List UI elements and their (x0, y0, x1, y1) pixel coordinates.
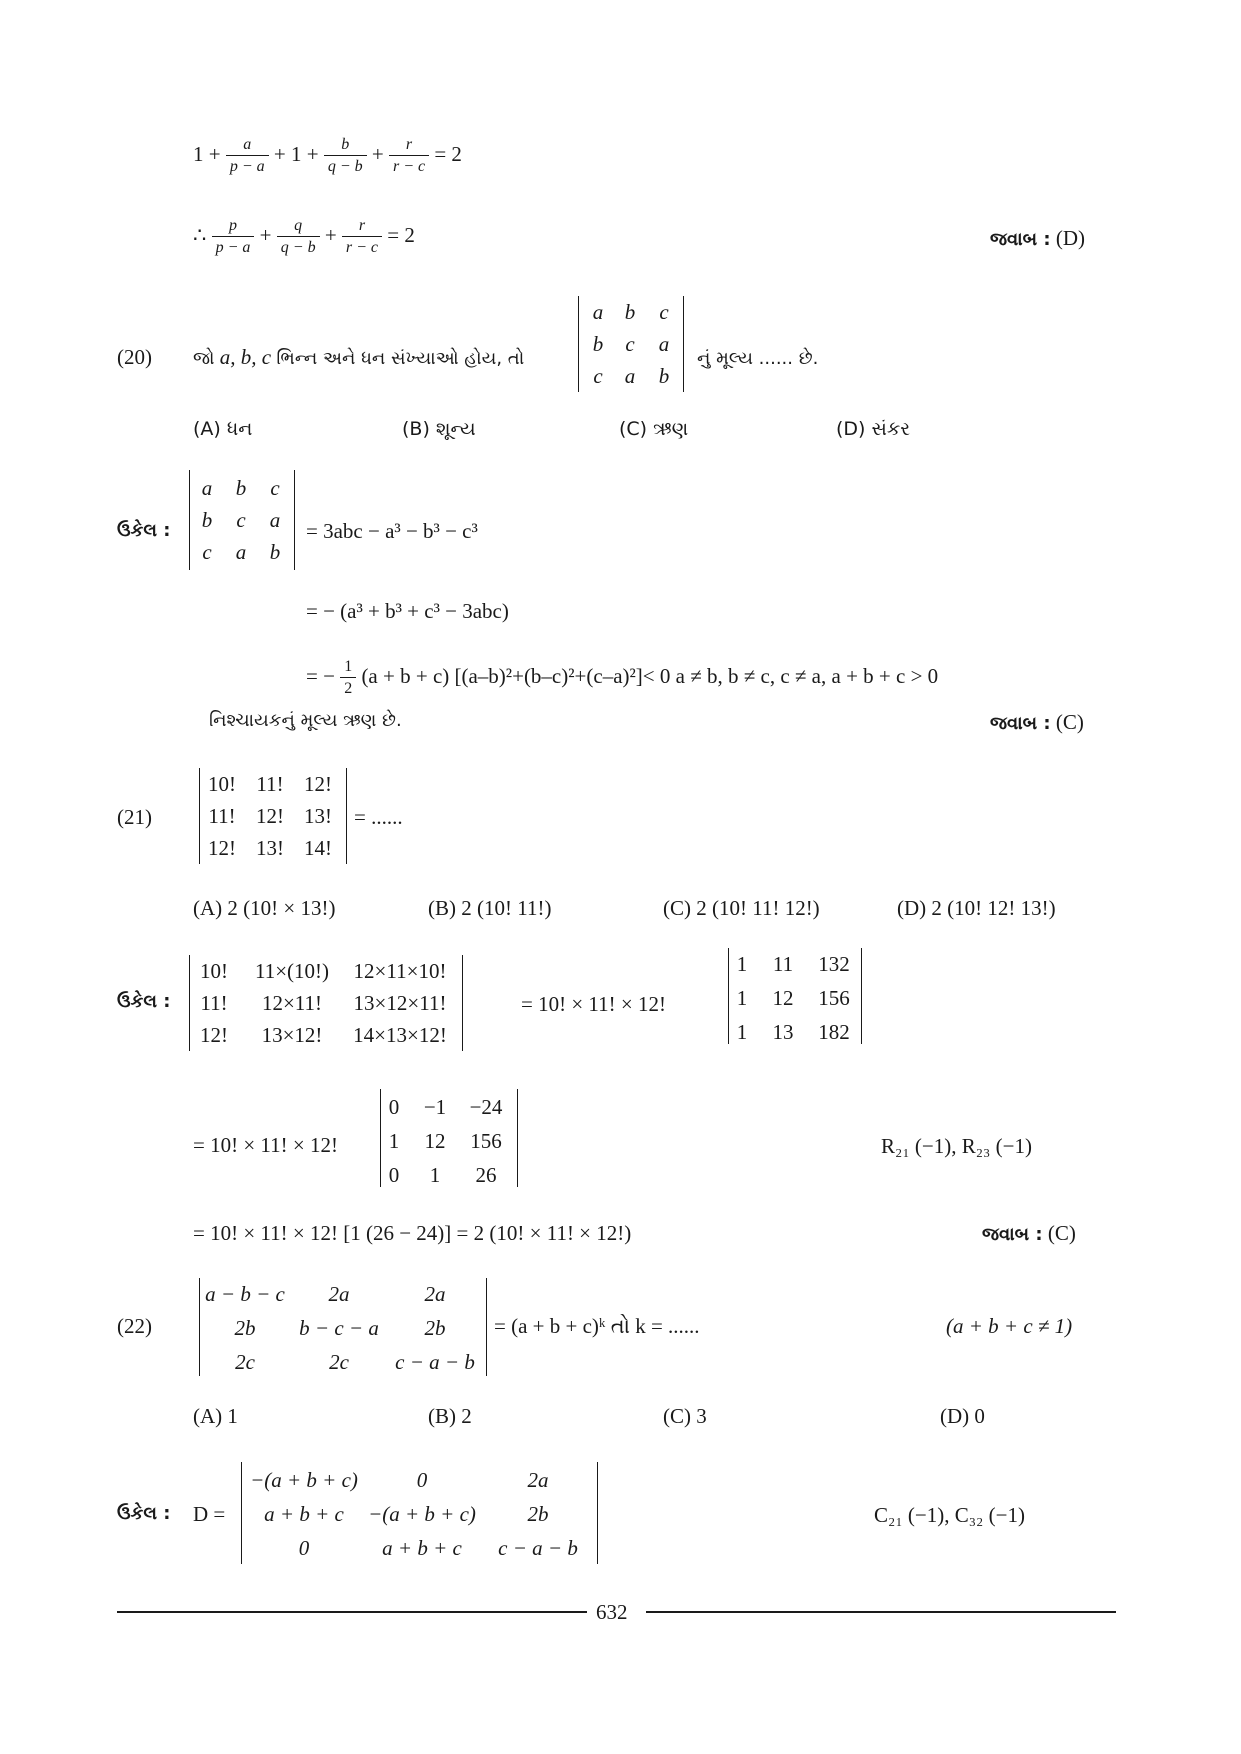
answer-value: (C) (1055, 710, 1084, 734)
page-number: 632 (596, 1600, 628, 1624)
option-d: (D) 0 (940, 1404, 985, 1428)
option-a: (A) 1 (193, 1404, 238, 1428)
solution-step-2: = 10! × 11! × 12! (193, 1133, 338, 1157)
solution-determinant-3: 0 −1 −24 1 12 156 0 1 26 (380, 1089, 518, 1187)
text: + (324, 223, 337, 248)
solution-prefix: D = (193, 1502, 226, 1526)
solution-label: ઉકેલ : (117, 991, 171, 1012)
question-number: (21) (117, 805, 152, 829)
answer-value: (C) (1047, 1221, 1076, 1245)
option-d: (D) 2 (10! 12! 13!) (897, 896, 1056, 920)
answer-label: જવાબ : (990, 229, 1051, 250)
option-b: (B) શૂન્ય (402, 418, 476, 440)
option-b: (B) 2 (10! 11!) (428, 896, 552, 920)
determinant: a b c b c a c a b (578, 296, 684, 392)
answer-label: જવાબ : (990, 713, 1051, 734)
option-a: (A) 2 (10! × 13!) (193, 896, 336, 920)
text: + 1 + (273, 142, 319, 167)
footer-rule-right (646, 1611, 1116, 1613)
answer-line (990, 228, 1085, 249)
text: + (371, 142, 384, 167)
solution-step-1: = 10! × 11! × 12! (521, 992, 666, 1016)
fraction-half: $\frac{1}{2}$ (340, 658, 356, 699)
option-c: (C) 3 (663, 1404, 707, 1428)
text: 1 + (193, 142, 221, 167)
option-c: (C) 2 (10! 11! 12!) (663, 896, 820, 920)
row-operations: R₂₁ (−1), R₂₃ (−1) (881, 1134, 1032, 1158)
text: + (259, 223, 272, 248)
determinant: 10! 11! 12! 11! 12! 13! 12! 13! 14! (199, 768, 347, 864)
conclusion-text: નિશ્ચાયકનું મૂલ્ય ઋણ છે. (209, 710, 402, 731)
therefore-symbol: ∴ (193, 223, 207, 248)
solution-step-2: = − (a³ + b³ + c³ − 3abc) (306, 599, 509, 623)
question-text-end: નું મૂલ્ય ...... છે. (697, 348, 819, 369)
condition: (a + b + c ≠ 1) (946, 1314, 1073, 1338)
question-number: (22) (117, 1314, 152, 1338)
footer-rule-left (117, 1611, 587, 1613)
text: = 2 (434, 142, 462, 167)
solution-label: ઉકેલ : (117, 1503, 171, 1524)
equation-line-2 (193, 217, 415, 258)
option-b: (B) 2 (428, 1404, 472, 1428)
solution-determinant-1: 10! 11×(10!) 12×11×10! 11! 12×11! 13×12×11! 12! 13×12! 14×13×12! (189, 955, 463, 1051)
fraction: $\frac{q}{q - b}$ (277, 217, 320, 258)
text: = 2 (387, 223, 415, 248)
option-c: (C) ઋણ (619, 418, 689, 440)
answer-label: જવાબ : (982, 1224, 1043, 1245)
equation-line-1 (193, 136, 462, 177)
solution-step-3: = 10! × 11! × 12! [1 (26 − 24)] = 2 (10! × 11! × 12!) (193, 1221, 632, 1245)
solution-step-1: = 3abc − a³ − b³ − c³ (306, 519, 478, 543)
solution-step-3: = − $\frac{1}{2}$ (a + b + c) [(a–b)²+(b–c)²+(c–a)²]< 0 a ≠ b, b ≠ c, c ≠ a, a + b + c > 0 (306, 658, 939, 698)
answer-line (982, 1223, 1076, 1244)
determinant: a − b − c 2a 2a 2b b − c − a 2b 2c 2c c − a − b (199, 1278, 487, 1376)
fraction: $\frac{a}{p - a}$ (226, 136, 269, 177)
column-operations: C₂₁ (−1), C₃₂ (−1) (874, 1503, 1025, 1527)
question-text: જો a, b, c ભિન્ન અને ધન સંખ્યાઓ હોય, તો (193, 345, 525, 369)
fraction: $\frac{r}{r - c}$ (389, 136, 429, 177)
option-d: (D) સંકર (836, 418, 911, 440)
question-text-end: = ...... (354, 805, 403, 829)
question-text-end: = (a + b + c)ᵏ તો k = ...... (494, 1314, 700, 1338)
option-a: (A) ધન (193, 418, 253, 440)
solution-label: ઉકેલ : (117, 520, 171, 541)
question-number: (20) (117, 345, 152, 369)
fraction: $\frac{b}{q - b}$ (324, 136, 367, 177)
answer-line (990, 712, 1084, 733)
fraction: $\frac{p}{p - a}$ (212, 217, 255, 258)
solution-determinant-2: 1 11 132 1 12 156 1 13 182 (728, 948, 862, 1044)
solution-determinant: a b c b c a c a b (189, 470, 295, 570)
solution-determinant: −(a + b + c) 0 2a a + b + c −(a + b + c) 2b 0 a + b + c c − a − b (241, 1462, 598, 1564)
fraction: $\frac{r}{r - c}$ (342, 217, 382, 258)
answer-value: (D) (1055, 226, 1085, 250)
